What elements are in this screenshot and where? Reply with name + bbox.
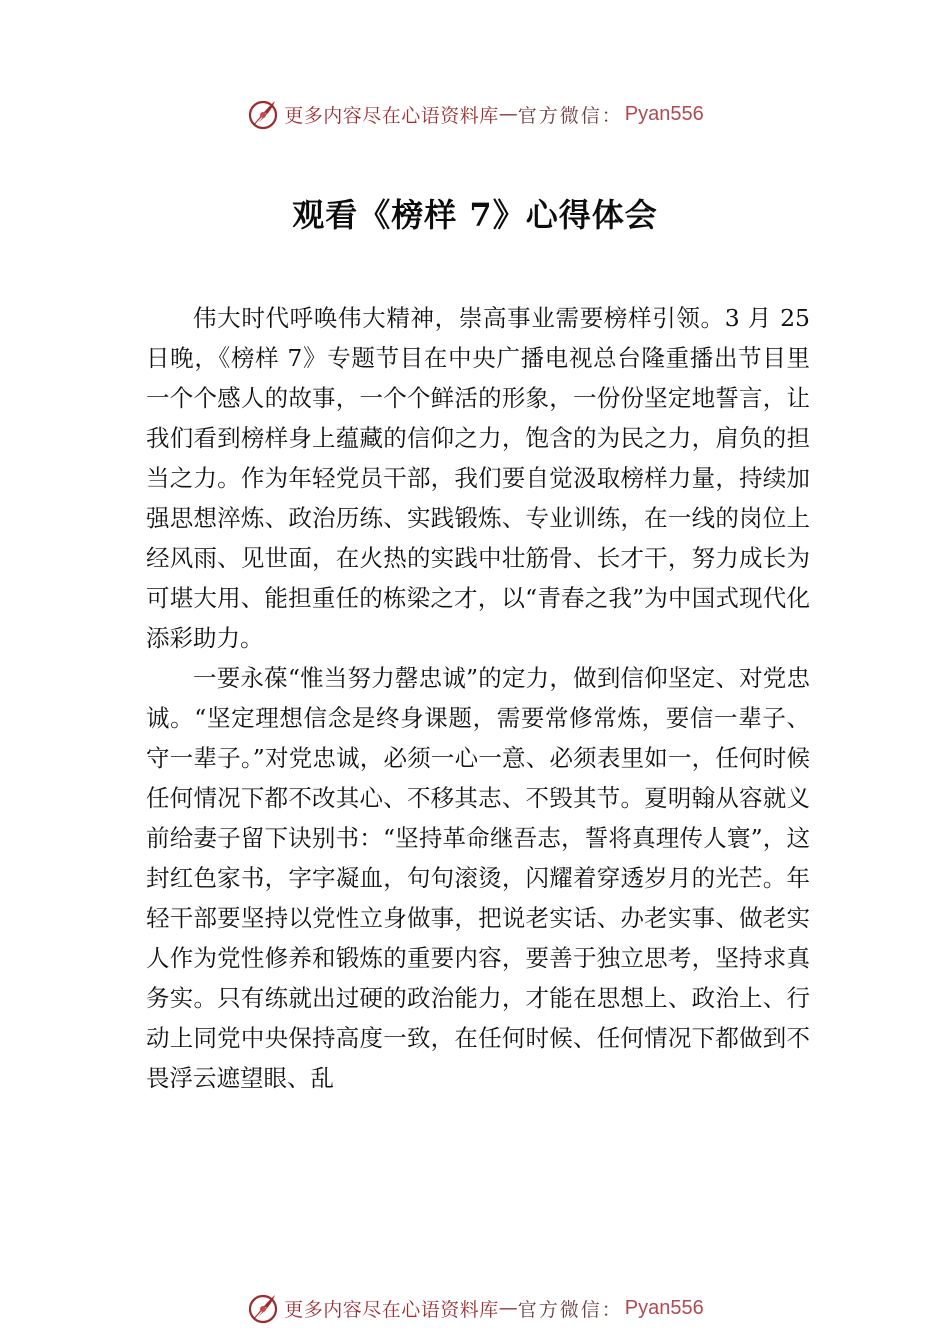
watermark-wechat-label: 官方微信： (517, 104, 623, 127)
watermark-dash: — (498, 1297, 518, 1319)
header-watermark (0, 94, 950, 134)
document-body (146, 298, 810, 1098)
quill-pen-logo-icon (246, 97, 280, 131)
watermark-site-text: 更多内容尽在心语资料库 (284, 104, 499, 127)
quill-pen-logo-icon (246, 1291, 280, 1325)
footer-watermark (0, 1288, 950, 1328)
watermark-dash: — (498, 103, 518, 125)
watermark-wechat-label: 官方微信： (517, 1298, 623, 1321)
document-title: 观看《榜样 7》心得体会 (292, 196, 658, 234)
watermark-wechat-id: Pyan556 (624, 1296, 704, 1319)
watermark-site-text: 更多内容尽在心语资料库 (284, 1298, 499, 1321)
paragraph-2: 一要永葆“惟当努力罄忠诚”的定力，做到信仰坚定、对党忠诚。“坚定理想信念是终身课题，需要常修常炼，要信一辈子、守一辈子。”对党忠诚，必须一心一意、必须表里如一，任何时候任何情况下都不改其心、不移其志、不毁其节。夏明翰从容就义前给妻子留下诀别书：“坚持革命继吾志，誓将真理传人寰”，这封红色家书，字字凝血，句句滚烫，闪耀着穿透岁月的光芒。年轻干部要坚持以党性立身做事，把说老实话、办老实事、做老实人作为党性修养和锻炼的重要内容，要善于独立思考，坚持求真务实。只有练就出过硬的政治能力，才能在思想上、政治上、行动上同党中央保持高度一致，在任何时候、任何情况下都做到不畏浮云遮望眼、乱 (146, 664, 810, 1092)
watermark-wechat-id: Pyan556 (624, 102, 704, 125)
paragraph-1: 伟大时代呼唤伟大精神，崇高事业需要榜样引领。3 月 25 日晚，《榜样 7》专题节目在中央广播电视总台隆重播出节目里一个个感人的故事，一个个鲜活的形象，一份份坚定地誓言，让我们看到榜样身上蕴藏的信仰之力，饱含的为民之力，肩负的担当之力。作为年轻党员干部，我们要自觉汲取榜样力量，持续加强思想淬炼、政治历练、实践锻炼、专业训练，在一线的岗位上经风雨、见世面，在火热的实践中壮筋骨、长才干，努力成长为可堪大用、能担重任的栋梁之才，以“青春之我”为中国式现代化添彩助力。 (146, 304, 810, 652)
